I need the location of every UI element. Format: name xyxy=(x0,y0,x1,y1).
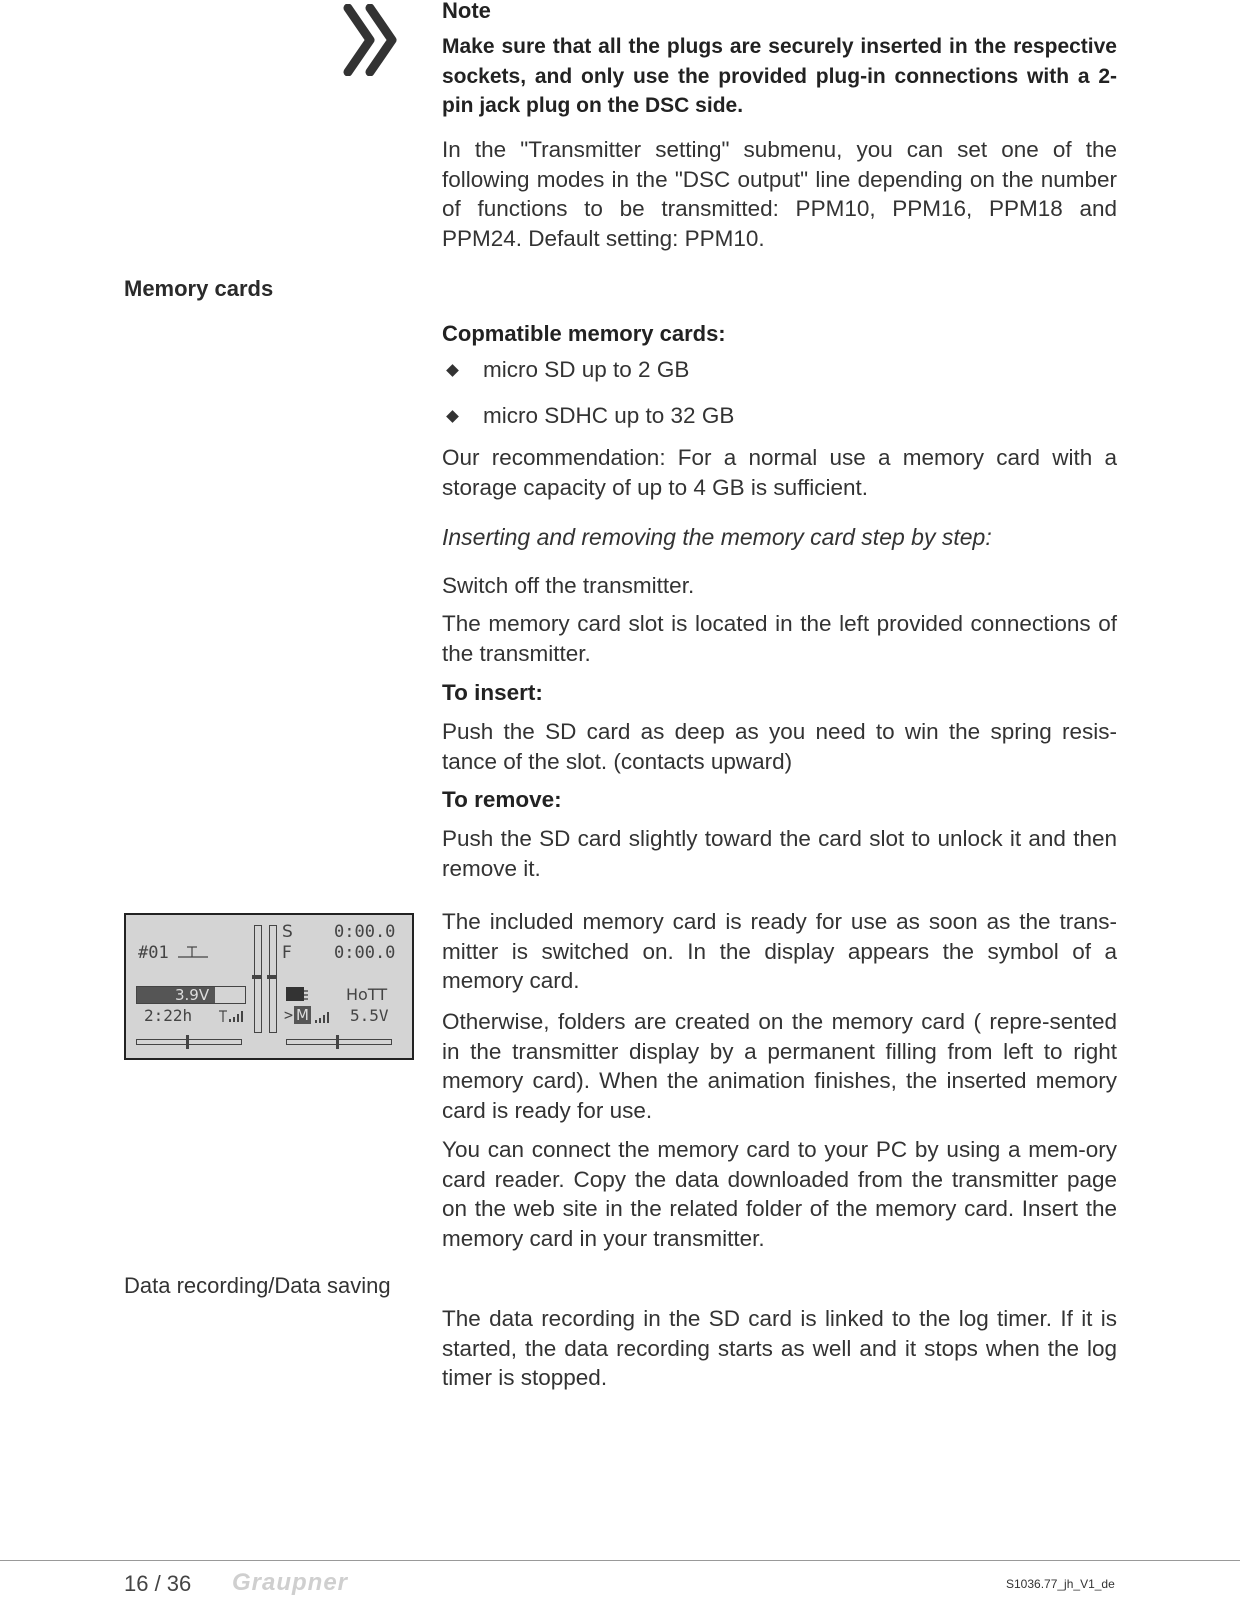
display-m-label: M xyxy=(296,1006,309,1024)
slot-location-text: The memory card slot is located in the left provided connections of the transmitter. xyxy=(442,611,1117,666)
list-item-text: micro SD up to 2 GB xyxy=(483,357,690,382)
display-hott: HoTT xyxy=(346,985,388,1004)
receiver-signal-icon xyxy=(314,1012,334,1024)
note-text: Make sure that all the plugs are securely inserted in the respective sockets, and only use the provided plug-in connections with a 2-pin jack plug on the DSC side. xyxy=(442,35,1117,117)
trim-bar-right xyxy=(269,925,277,1033)
display-model: #01 xyxy=(138,943,169,963)
recommendation-text: Our recommendation: For a normal use a memory card with a storage capacity of up to 4 GB is sufficient. xyxy=(442,445,1117,500)
bullet-icon xyxy=(446,410,459,423)
note-block xyxy=(442,0,1117,121)
trim-marker xyxy=(267,975,277,979)
pc-text: You can connect the memory card to your PC by using a mem-ory card reader. Copy the data downloaded from the transmitter page on the web site in the related folder of the memory card. Insert the memory card in your transmitter. xyxy=(442,1137,1117,1251)
compatible-cards-title: Copmatible memory cards: xyxy=(442,321,726,346)
display-s-label: S xyxy=(282,922,293,942)
note-chevron-icon xyxy=(342,4,402,76)
document-id: S1036.77_jh_V1_de xyxy=(1006,1577,1115,1591)
list-item xyxy=(442,403,1117,429)
trim-bar-left xyxy=(254,925,262,1033)
display-s-time: 0:00.0 xyxy=(334,922,396,942)
bullet-icon xyxy=(446,364,459,377)
insert-title: To insert: xyxy=(442,680,543,705)
antenna-signal-icon xyxy=(218,1010,244,1024)
trim-icon xyxy=(178,945,208,961)
list-item xyxy=(442,357,1117,383)
data-recording-heading: Data recording/Data saving xyxy=(124,1273,391,1298)
memory-card-icon xyxy=(286,987,310,1003)
display-rx-voltage: 5.5V xyxy=(350,1006,389,1025)
remove-text: Push the SD card slightly toward the card slot to unlock it and then remove it. xyxy=(442,826,1117,881)
brand-logo: Graupner xyxy=(232,1569,349,1596)
insert-text: Push the SD card as deep as you need to win the spring resis-tance of the slot. (contacts upward) xyxy=(442,719,1117,774)
intro-paragraph: In the "Transmitter setting" submenu, you can set one of the following modes in the "DSC output" line depending on the number of functions to be transmitted: PPM10, PPM16, PPM18 and PPM24. Default setting: PPM10. xyxy=(442,137,1117,251)
display-runtime: 2:22h xyxy=(144,1006,193,1025)
remove-title: To remove: xyxy=(442,787,562,812)
display-arrow-icon: > xyxy=(284,1006,294,1024)
switch-off-text: Switch off the transmitter. xyxy=(442,573,695,598)
display-f-label: F xyxy=(282,943,292,963)
list-item-text: micro SDHC up to 32 GB xyxy=(483,403,735,428)
transmitter-display xyxy=(124,913,414,1060)
battery-bar xyxy=(136,986,246,1004)
folders-text: Otherwise, folders are created on the memory card ( repre-sented in the transmitter display by a permanent filling from left to right memory card). When the animation finishes, the inserted memory card is ready for use. xyxy=(442,1009,1117,1123)
display-battery-voltage: 3.9V xyxy=(175,986,210,1004)
data-recording-text: The data recording in the SD card is linked to the log timer. If it is started, the data recording starts as well and it stops when the log timer is stopped. xyxy=(442,1306,1117,1390)
trim-marker xyxy=(186,1035,189,1049)
steps-title: Inserting and removing the memory card step by step: xyxy=(442,524,992,550)
display-f-time: 0:00.0 xyxy=(334,943,396,963)
trim-bar-horizontal-left xyxy=(136,1039,242,1045)
memory-cards-heading: Memory cards xyxy=(124,276,274,301)
page-number: 16 / 36 xyxy=(124,1571,192,1596)
footer-divider xyxy=(0,1560,1240,1561)
trim-marker xyxy=(252,975,262,979)
note-title: Note xyxy=(442,0,491,23)
trim-bar-horizontal-right xyxy=(286,1039,392,1045)
trim-marker xyxy=(336,1035,339,1049)
ready-text: The included memory card is ready for use as soon as the trans-mitter is switched on. In the display appears the symbol of a memory card. xyxy=(442,909,1117,993)
